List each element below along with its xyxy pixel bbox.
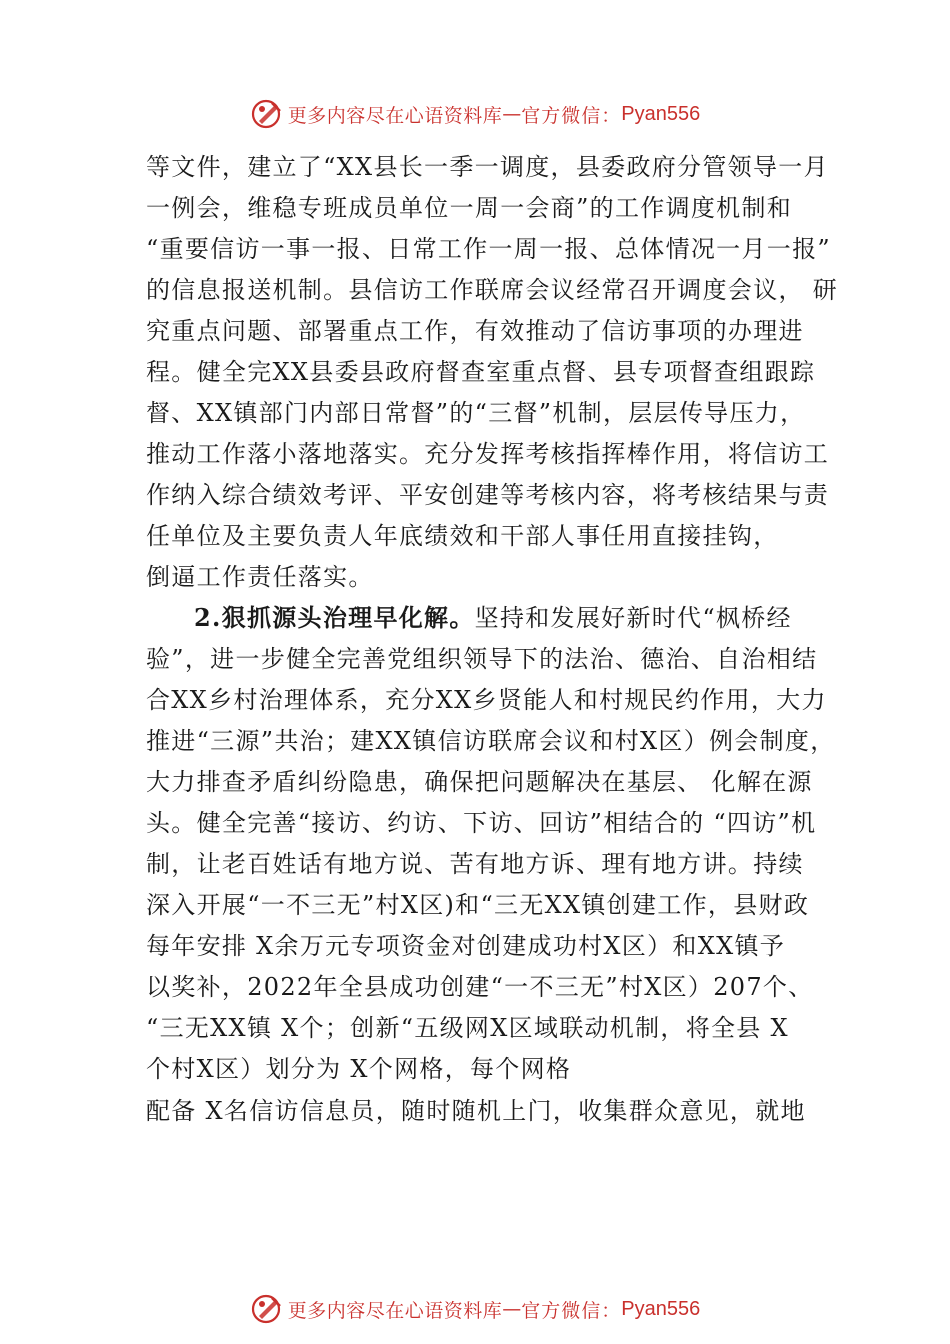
wechat-label: 官方微信：	[521, 1299, 622, 1322]
paragraph-line: 的信息报送机制。县信访工作联席会议经常召开调度会议， 研	[146, 276, 839, 304]
paragraph-line: 验”，进一步健全完善党组织领导下的法治、德治、自治相结	[146, 645, 818, 673]
banner-text: 更多内容尽在心语资料库	[287, 104, 503, 127]
paragraph-line: 一例会，维稳专班成员单位一周一会商”的工作调度机制和	[146, 194, 793, 222]
paragraph-line: “重要信访一事一报、日常工作一周一报、总体情况一月一报”	[146, 235, 831, 263]
header-banner	[0, 94, 950, 134]
footer-banner	[0, 1289, 950, 1329]
paragraph-line: 每年安排 X余万元专项资金对创建成功村X区）和XX镇予	[146, 932, 786, 960]
paragraph-line: 等文件，建立了“XX县长一季一调度，县委政府分管领导一月	[146, 153, 829, 181]
paragraph-line: 深入开展“一不三无”村X区)和“三无XX镇创建工作，县财政	[146, 891, 810, 919]
section-heading: 2.狠抓源头治理早化解。	[194, 603, 475, 632]
banner-text: 更多内容尽在心语资料库	[287, 1299, 503, 1322]
wechat-id: Pyan556	[621, 102, 701, 125]
paragraph-line: 倒逼工作责任落实。	[146, 563, 374, 591]
paragraph-line: 作纳入综合绩效考评、平安创建等考核内容，将考核结果与责	[146, 481, 830, 509]
wechat-id: Pyan556	[621, 1297, 701, 1320]
paragraph-line: 推进“三源”共治；建XX镇信访联席会议和村X区）例会制度，	[146, 727, 836, 755]
paragraph-line: 督、XX镇部门内部日常督”的“三督”机制，层层传导压力，	[146, 399, 806, 427]
paragraph-line: 个村X区）划分为 X个网格，每个网格	[146, 1055, 572, 1083]
paragraph-line: 究重点问题、部署重点工作，有效推动了信访事项的办理进	[146, 317, 804, 345]
wechat-label: 官方微信：	[521, 104, 622, 127]
paragraph-line: 以奖补，2022年全县成功创建“一不三无”村X区）207个、	[146, 973, 814, 1001]
paragraph-line: “三无XX镇 X个；创新“五级网X区域联动机制，将全县 X	[146, 1014, 789, 1042]
paragraph-line: 大力排查矛盾纠纷隐患，确保把问题解决在基层、 化解在源	[146, 768, 813, 796]
paragraph-line: 推动工作落小落地落实。充分发挥考核指挥棒作用，将信访工	[146, 440, 830, 468]
banner-dash: —	[502, 103, 522, 125]
paragraph-line: 配备 X名信访信息员，随时随机上门，收集群众意见，就地	[146, 1097, 806, 1125]
paragraph-line: 程。健全完XX县委县政府督查室重点督、县专项督查组跟踪	[146, 358, 816, 386]
paragraph-line: 头。健全完善“接访、约访、下访、回访”相结合的 “四访”机	[146, 809, 817, 837]
section-heading-line	[194, 601, 792, 635]
quill-logo-icon	[250, 1292, 284, 1326]
paragraph-line: 任单位及主要负责人年底绩效和干部人事任用直接挂钩，	[146, 522, 779, 550]
banner-dash: —	[502, 1298, 522, 1320]
paragraph-line: 制，让老百姓话有地方说、苦有地方诉、理有地方讲。持续	[146, 850, 804, 878]
section-heading-rest: 坚持和发展好新时代“枫桥经	[474, 604, 792, 632]
paragraph-line: 合XX乡村治理体系，充分XX乡贤能人和村规民约作用，大力	[146, 686, 827, 714]
quill-logo-icon	[250, 97, 284, 131]
